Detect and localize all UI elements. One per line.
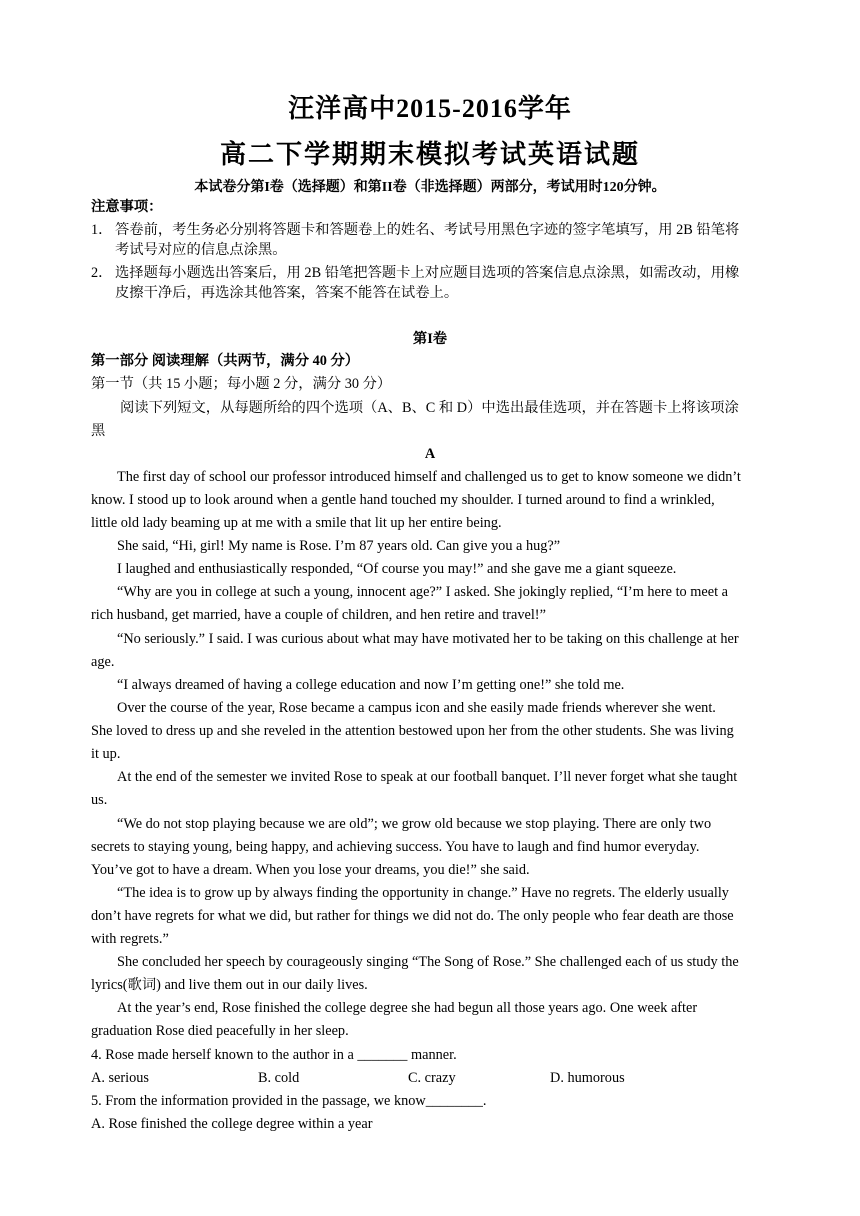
passage-line: it up. [91, 746, 121, 762]
passage-line: At the end of the semester we invited Rose to speak at our football banquet. I’ll never forget what she taught [117, 769, 738, 785]
part1-heading: 第一部分 阅读理解（共两节，满分 40 分） [91, 353, 360, 369]
passage-line: graduation Rose died peacefully in her sleep. [91, 1023, 349, 1039]
instruction-line1: 阅读下列短文，从每题所给的四个选项（A、B、C 和 D）中选出最佳选项，并在答题卡上将该项涂 [120, 400, 739, 416]
notice-heading: 注意事项： [91, 199, 163, 215]
passage-line: age. [91, 654, 115, 670]
passage-line: At the year’s end, Rose finished the college degree she had begun all those years ago. One week after [117, 1000, 698, 1016]
passage-line: “The idea is to grow up by always finding the opportunity in change.” Have no regrets. The elderly usually [117, 885, 729, 901]
passage-label: A [424, 446, 436, 462]
note-2-line2: 皮擦干净后，再选涂其他答案，答案不能答在试卷上。 [115, 285, 459, 301]
passage-line: don’t have regrets for what we did, but rather for things we did not do. The only people who fear death are those [91, 908, 734, 924]
passage-line: us. [91, 792, 108, 808]
q4-option-b: B. cold [258, 1070, 300, 1086]
note-1-line1: 答卷前，考生务必分别将答题卡和答题卷上的姓名、考试号用黑色字迹的签字笔填写，用 2B 铅笔将 [115, 222, 740, 238]
passage-line: Over the course of the year, Rose became a campus icon and she easily made friends wherever she went. [117, 700, 716, 716]
q4-option-d: D. humorous [550, 1070, 625, 1086]
question-4: 4. Rose made herself known to the author in a _______ manner. [91, 1047, 457, 1063]
note-1-number: 1． [91, 222, 113, 238]
passage-line: lyrics(歌词) and live them out in our daily lives. [91, 977, 368, 993]
passage-line: I laughed and enthusiastically responded, “Of course you may!” and she gave me a giant squeeze. [117, 561, 677, 577]
passage-line: She concluded her speech by courageously singing “The Song of Rose.” She challenged each of us study the [117, 954, 739, 970]
exam-intro: 本试卷分第I卷（选择题）和第II卷（非选择题）两部分，考试用时120分钟。 [194, 180, 666, 195]
q4-option-a: A. serious [91, 1070, 149, 1086]
passage-line: “We do not stop playing because we are old”; we grow old because we stop playing. There are only two [117, 816, 712, 832]
passage-line: secrets to staying young, being happy, and achieving success. You have to laugh and find humor everyday. [91, 839, 700, 855]
instruction-line2: 黑 [91, 423, 106, 439]
volume-heading: 第I卷 [412, 331, 448, 347]
title-school-year: 汪洋高中2015-2016学年 [288, 94, 572, 123]
passage-line: “Why are you in college at such a young, innocent age?” I asked. She jokingly replied, “I’m here to meet a [117, 584, 728, 600]
note-1-line2: 考试号对应的信息点涂黑。 [115, 242, 287, 258]
passage-line: rich husband, get married, have a couple of children, and hen retire and travel!” [91, 607, 546, 623]
passage-line: “No seriously.” I said. I was curious about what may have motivated her to be taking on this challenge at her [117, 631, 739, 647]
passage-line: She said, “Hi, girl! My name is Rose. I’m 87 years old. Can give you a hug?” [117, 538, 561, 554]
question-5: 5. From the information provided in the passage, we know________. [91, 1093, 487, 1109]
section1-heading: 第一节（共 15 小题；每小题 2 分，满分 30 分） [91, 376, 392, 392]
note-2-line1: 选择题每小题选出答案后，用 2B 铅笔把答题卡上对应题目选项的答案信息点涂黑，如需改动，用橡 [115, 265, 740, 281]
passage-line: “I always dreamed of having a college education and now I’m getting one!” she told me. [117, 677, 625, 693]
q4-option-c: C. crazy [408, 1070, 456, 1086]
passage-line: little old lady beaming up at me with a smile that lit up her entire being. [91, 515, 502, 531]
passage-line: The first day of school our professor introduced himself and challenged us to get to know someone we didn’t [117, 469, 741, 485]
note-2-number: 2． [91, 265, 113, 281]
passage-line: know. I stood up to look around when a gentle hand touched my shoulder. I turned around to find a wrinkled, [91, 492, 715, 508]
q5-option-a: A. Rose finished the college degree within a year [91, 1116, 373, 1132]
passage-line: You’ve got to have a dream. When you lose your dreams, you die!” she said. [91, 862, 530, 878]
title-exam-name: 高二下学期期末模拟考试英语试题 [219, 140, 640, 169]
passage-line: with regrets.” [91, 931, 169, 947]
passage-line: She loved to dress up and she reveled in the attention bestowed upon her from the other students. She was living [91, 723, 734, 739]
